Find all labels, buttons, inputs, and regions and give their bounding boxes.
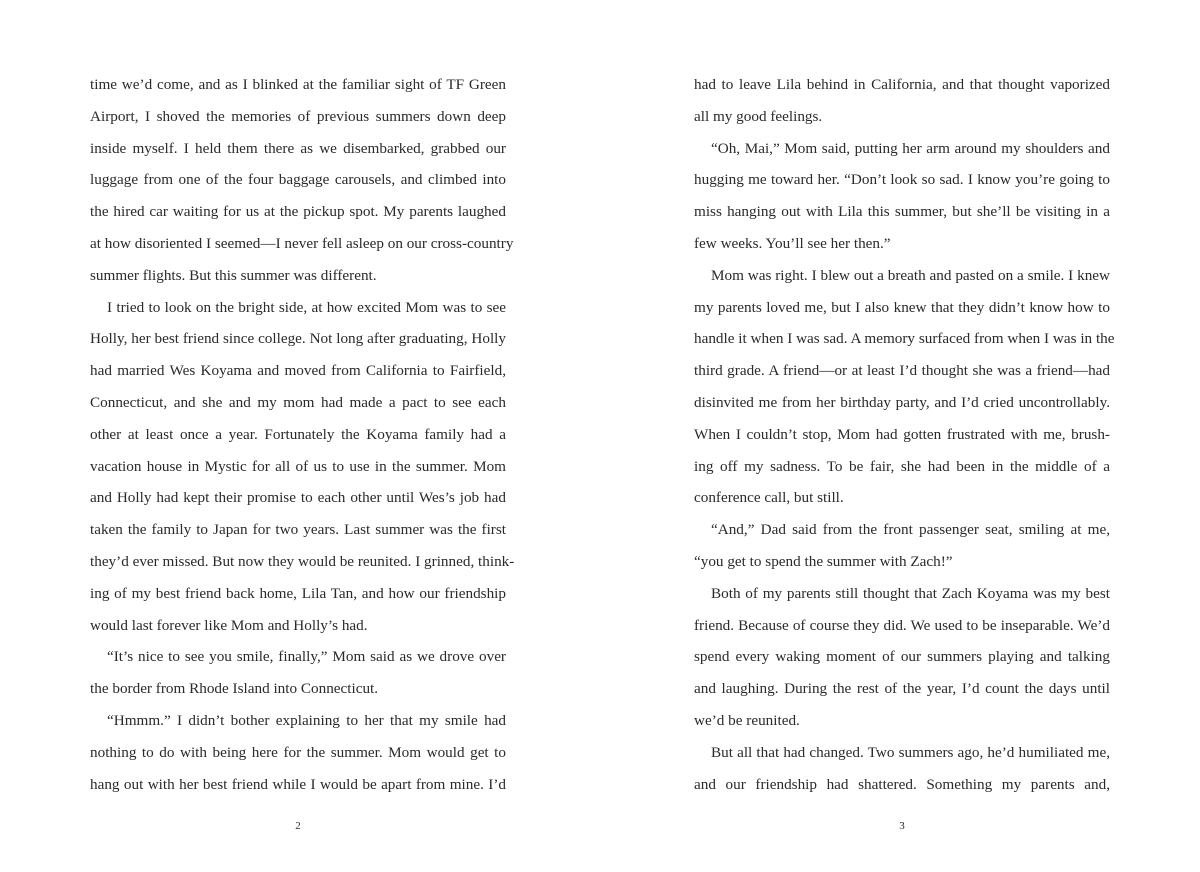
text-line: other at least once a year. Fortunately the Koyama family had a: [90, 425, 506, 443]
text-line: luggage from one of the four baggage carousels, and climbed into: [90, 171, 506, 189]
text-line: Connecticut, and she and my mom had made a pact to see each: [90, 393, 506, 411]
right-page: [600, 0, 1200, 872]
text-line: third grade. A friend—or at least I’d thought she was a friend—had: [694, 362, 1110, 380]
text-line: at how disoriented I seemed—I never fell asleep on our cross-country: [90, 234, 514, 252]
text-line: ing of my best friend back home, Lila Tan, and how our friendship: [90, 584, 506, 602]
page-number: 2: [295, 820, 301, 832]
text-line: they’d ever missed. But now they would be reunited. I grinned, think-: [90, 552, 515, 570]
text-line: nothing to do with being here for the summer. Mom would get to: [90, 743, 506, 761]
text-line: and laughing. During the rest of the year, I’d count the days until: [694, 680, 1110, 698]
text-line: we’d be reunited.: [694, 711, 800, 729]
text-line: “It’s nice to see you smile, finally,” Mom said as we drove over: [107, 648, 506, 666]
text-line: hang out with her best friend while I would be apart from mine. I’d: [90, 775, 506, 793]
text-line: But all that had changed. Two summers ago, he’d humiliated me,: [711, 743, 1110, 761]
text-line: inside myself. I held them there as we disembarked, grabbed our: [90, 139, 506, 157]
text-line: “you get to spend the summer with Zach!”: [694, 552, 953, 570]
text-line: disinvited me from her birthday party, and I’d cried uncontrollably.: [694, 393, 1110, 411]
text-line: miss hanging out with Lila this summer, but she’ll be visiting in a: [694, 203, 1110, 221]
text-line: “And,” Dad said from the front passenger seat, smiling at me,: [711, 521, 1110, 539]
text-line: all my good feelings.: [694, 107, 823, 125]
text-line: ing off my sadness. To be fair, she had been in the middle of a: [694, 457, 1110, 475]
text-line: When I couldn’t stop, Mom had gotten frustrated with me, brush-: [694, 425, 1110, 443]
text-line: hugging me toward her. “Don’t look so sad. I know you’re going to: [694, 171, 1110, 189]
text-line: I tried to look on the bright side, at how excited Mom was to see: [107, 298, 506, 316]
right-page-text: [694, 69, 1115, 800]
text-line: and Holly had kept their promise to each other until Wes’s job had: [90, 489, 506, 507]
text-line: “Hmmm.” I didn’t bother explaining to her that my smile had: [107, 711, 506, 729]
text-line: had to leave Lila behind in California, and that thought vaporized: [694, 76, 1110, 93]
text-line: and our friendship had shattered. Something my parents and,: [694, 775, 1110, 793]
text-line: spend every waking moment of our summers playing and talking: [694, 648, 1110, 666]
text-line: handle it when I was sad. A memory surfaced from when I was in the: [694, 330, 1115, 348]
text-line: time we’d come, and as I blinked at the familiar sight of TF Green: [90, 76, 506, 93]
page-number: 3: [899, 820, 905, 832]
text-line: vacation house in Mystic for all of us to use in the summer. Mom: [90, 457, 506, 475]
text-line: Holly, her best friend since college. Not long after graduating, Holly: [90, 330, 506, 348]
text-line: friend. Because of course they did. We used to be inseparable. We’d: [694, 616, 1110, 634]
text-line: Mom was right. I blew out a breath and pasted on a smile. I knew: [711, 266, 1110, 284]
text-line: would last forever like Mom and Holly’s had.: [90, 616, 368, 634]
text-line: summer flights. But this summer was different.: [90, 266, 377, 284]
text-line: conference call, but still.: [694, 489, 844, 507]
text-line: few weeks. You’ll see her then.”: [694, 234, 891, 252]
text-line: the hired car waiting for us at the pickup spot. My parents laughed: [90, 203, 506, 221]
text-line: Airport, I shoved the memories of previous summers down deep: [90, 107, 506, 125]
text-line: Both of my parents still thought that Zach Koyama was my best: [711, 584, 1110, 602]
text-line: my parents loved me, but I also knew that they didn’t know how to: [694, 298, 1110, 316]
text-line: taken the family to Japan for two years. Last summer was the first: [90, 521, 506, 539]
text-line: had married Wes Koyama and moved from California to Fairfield,: [90, 362, 506, 380]
text-line: the border from Rhode Island into Connecticut.: [90, 680, 379, 698]
left-page-text: [90, 69, 515, 800]
text-line: “Oh, Mai,” Mom said, putting her arm around my shoulders and: [711, 139, 1110, 157]
